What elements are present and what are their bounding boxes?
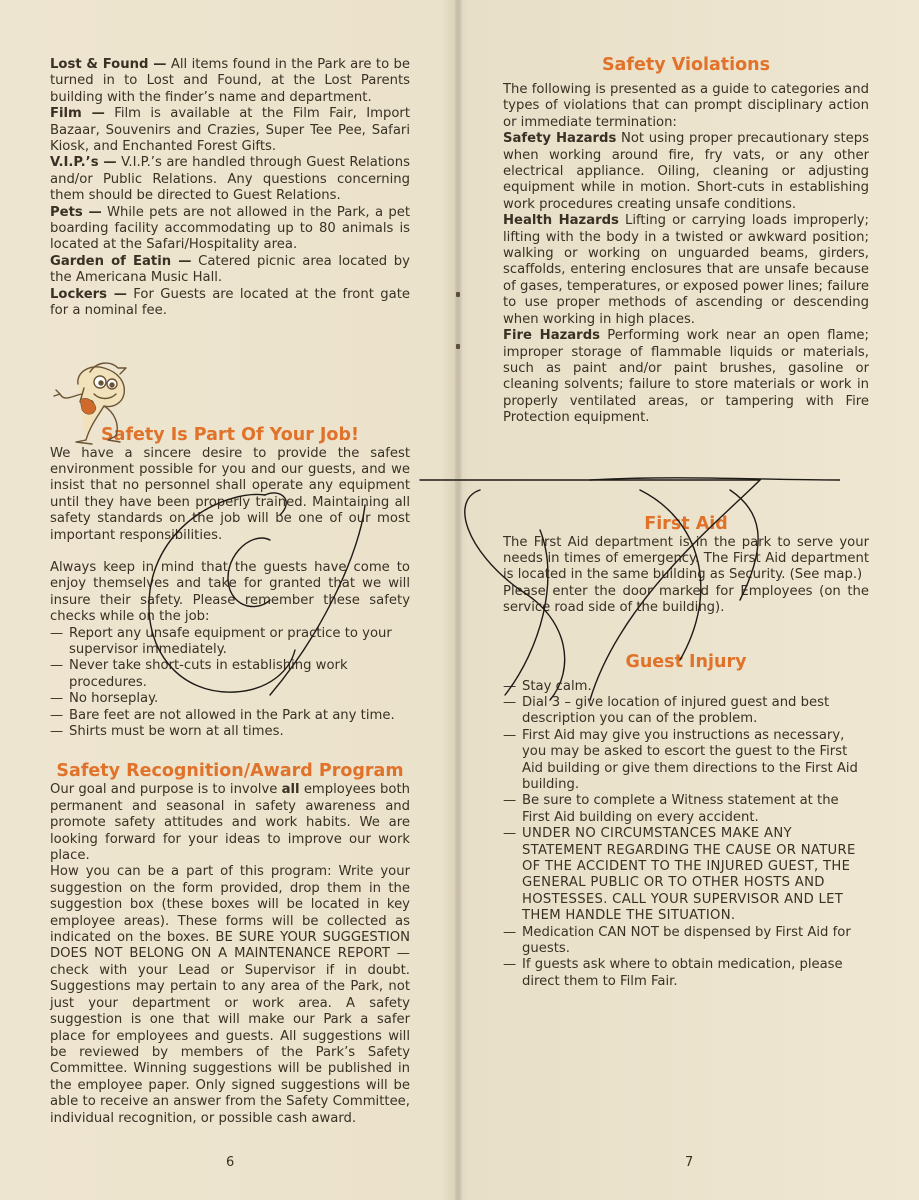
mascot-illustration	[46, 354, 142, 450]
faq-entry	[50, 205, 410, 254]
list-item: — Medication CAN NOT be dispensed by First Aid for guests.	[503, 925, 869, 958]
spacer	[50, 740, 410, 760]
first-aid-paragraph: The First Aid department is in the park to serve your needs in times of emergency. The First Aid department is located in the same building as Security. (See map.)	[503, 534, 869, 583]
faq-text: V.I.P.’s are handled through Guest Relations and/or Public Relations. Any questions concerning them should be directed to Guest Relations.	[50, 155, 410, 204]
violations-heading: Safety Violations	[601, 55, 771, 75]
hazard-term: Safety Hazards	[503, 131, 617, 147]
faq-term: Lockers —	[50, 286, 127, 302]
faq-entry	[50, 155, 410, 204]
right-page	[462, 0, 919, 1200]
faq-term: Pets —	[50, 204, 102, 220]
award-text: Our goal and purpose is to involve	[50, 782, 278, 798]
faq-text: For Guests are located at the front gate for a nominal fee.	[50, 286, 410, 319]
faq-text: Catered picnic area located by the Americana Music Hall.	[50, 253, 410, 286]
hazard-term: Health Hazards	[503, 213, 619, 229]
list-item: — Dial 3 – give location of injured guest and best description you can of the problem.	[503, 695, 869, 728]
list-item: — Shirts must be worn at all times.	[50, 724, 410, 740]
faq-text: While pets are not allowed in the Park, a pet boarding facility accommodating up to 80 animals is located at the Safari/Hospitality area.	[50, 204, 410, 253]
faq-text: All items found in the Park are to be turned in to Lost and Found, at the Lost Parents building with the finder’s name and department.	[50, 57, 411, 105]
hazard-entry	[503, 131, 869, 213]
safety-paragraph: We have a sincere desire to provide the safest environment possible for you and our guests, and we insist that no personnel shall operate any equipment until they have been properly trained. Maintaining all safety standards on the job will be one of our most important responsibilities.	[50, 445, 410, 543]
safety-heading: Safety Is Part Of Your Job!	[101, 424, 359, 445]
list-item: — If guests ask where to obtain medication, please direct them to Film Fair.	[503, 957, 869, 990]
list-item: — First Aid may give you instructions as necessary, you may be asked to escort the guest to the First Aid building or give them directions to the First Aid building.	[503, 728, 869, 794]
page-number: 7	[685, 1155, 694, 1170]
list-item: — Never take short-cuts in establishing work procedures.	[50, 658, 410, 691]
left-column	[50, 57, 410, 1127]
hazard-text: Lifting or carrying loads improperly; lifting with the body in a twisted or awkward position; walking or working on unguarded beams, girders, scaffolds, entering enclosures that are unsafe because of gases, temperatures, or exposed power lines; failure to use proper methods of ascending or descending when working in high places.	[503, 213, 869, 327]
list-item: — No horseplay.	[50, 691, 410, 707]
faq-entry	[50, 287, 410, 320]
award-paragraph: How you can be a part of this program: Write your suggestion on the form provided, drop them in the suggestion box (these boxes will be located in key employee areas). These forms will be collected as indicated on the boxes. BE SURE YOUR SUGGESTION DOES NOT BELONG ON A MAINTENANCE REPORT — check with your Lead or Supervisor if in doubt. Suggestions may pertain to any area of the Park, not just your department or work area. A safety suggestion is one that will make our Park a safer place for employees and guests. All suggestions will be reviewed by members of the Park’s Safety Committee. Winning suggestions will be published in the employee paper. Only signed suggestions will be able to receive an answer from the Safety Committee, individual recognition, or possible cash award.	[50, 864, 410, 1126]
list-item: — UNDER NO CIRCUMSTANCES MAKE ANY STATEMENT REGARDING THE CAUSE OR NATURE OF THE ACCIDENT TO THE INJURED GUEST, THE GENERAL PUBLIC OR TO OTHER HOSTS AND HOSTESSES. CALL YOUR SUPERVISOR AND LET THEM HANDLE THE SITUATION.	[503, 826, 869, 924]
faq-entry	[50, 106, 410, 155]
faq-entry	[50, 254, 410, 287]
left-page	[0, 0, 455, 1200]
spacer	[503, 617, 869, 651]
spacer	[50, 544, 410, 560]
award-text: employees both permanent and seasonal in safety awareness and promote safety attitudes and work habits. We are looking forward for your ideas to improve our work place.	[50, 782, 410, 864]
page-number: 6	[226, 1155, 235, 1170]
hazard-entry	[503, 328, 869, 426]
hazard-text: Performing work near an open flame; improper storage of flammable liquids or materials, such as paint and/or paint brushes, gasoline or cleaning solvents; failure to store materials or work in properly ventilated areas, or tampering with Fire Protection equipment.	[503, 328, 869, 426]
hazard-term: Fire Hazards	[503, 328, 600, 344]
staple-mark	[456, 344, 460, 349]
first-aid-heading: First Aid	[644, 513, 728, 534]
spacer	[503, 427, 869, 513]
faq-term: Garden of Eatin —	[50, 253, 192, 269]
list-item: — Bare feet are not allowed in the Park at any time.	[50, 708, 410, 724]
list-item: — Be sure to complete a Witness statement at the First Aid building on every accident.	[503, 793, 869, 826]
right-column	[503, 55, 869, 990]
safety-paragraph: Always keep in mind that the guests have come to enjoy themselves and take for granted that we will insure their safety. Please remember these safety checks while on the job:	[50, 559, 410, 625]
faq-entry	[50, 57, 410, 106]
faq-term: Lost & Found —	[50, 57, 167, 72]
award-heading: Safety Recognition/Award Program	[56, 761, 404, 782]
hazard-text: Not using proper precautionary steps when working around fire, fry vats, or any other electrical appliance. Oiling, cleaning or adjusting equipment while in motion. Short-cuts in establishing work procedures creating unsafe conditions.	[503, 131, 869, 212]
faq-list	[50, 57, 410, 320]
first-aid-paragraph: Please enter the door marked for Employees (on the service road side of the building).	[503, 583, 869, 616]
guest-injury-heading: Guest Injury	[625, 651, 747, 672]
staple-mark	[456, 292, 460, 297]
list-item: — Stay calm.	[503, 679, 869, 695]
faq-term: Film —	[50, 106, 105, 122]
center-fold	[455, 0, 462, 1200]
safety-checks-list	[50, 626, 410, 741]
violations-intro: The following is presented as a guide to categories and types of violations that can prompt disciplinary action or immediate termination:	[503, 82, 869, 130]
faq-text: Film is available at the Film Fair, Import Bazaar, Souvenirs and Crazies, Super Tee Pee, Safari Kiosk, and Enchanted Forest Gifts.	[50, 106, 410, 155]
hazard-entry	[503, 213, 869, 328]
guest-injury-list	[503, 679, 869, 991]
list-item: — Report any unsafe equipment or practice to your supervisor immediately.	[50, 626, 410, 659]
award-emphasis: all	[281, 782, 300, 798]
award-paragraph	[50, 782, 410, 864]
faq-term: V.I.P.’s —	[50, 155, 117, 171]
